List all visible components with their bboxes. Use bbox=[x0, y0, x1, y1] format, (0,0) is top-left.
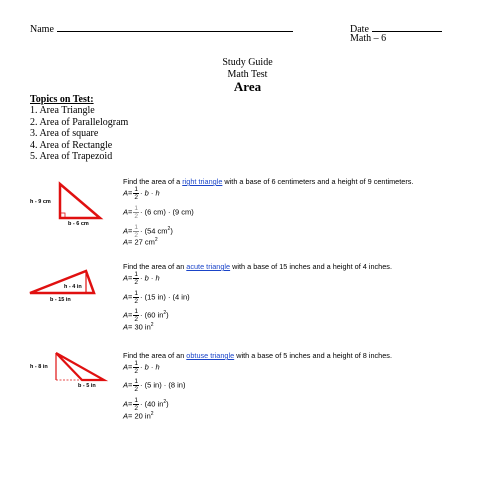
problem-2-answer: A= 30 $in^2$ bbox=[123, 322, 154, 332]
right-triangle-figure bbox=[28, 178, 118, 233]
base-label: b - 5 in bbox=[78, 383, 96, 389]
list-item: 2. Area of Parallelogram bbox=[30, 116, 129, 128]
problem-1-formula: A= $\frac{1}{2}$ · b · h bbox=[123, 186, 160, 201]
obtuse-triangle-link[interactable]: obtuse triangle bbox=[186, 351, 235, 360]
problem-1-step-2: A= $\frac{1}{2}$ · (6 cm) · (9 cm) bbox=[123, 205, 194, 220]
date-line bbox=[372, 22, 442, 32]
list-item: 4. Area of Rectangle bbox=[30, 139, 113, 151]
problem-2-formula: A= $\frac{1}{2}$ · b · h bbox=[123, 271, 160, 286]
base-label: b - 15 in bbox=[50, 297, 71, 303]
date-label: Date bbox=[350, 24, 369, 35]
height-label: h - 4 in bbox=[64, 284, 82, 290]
name-line bbox=[57, 22, 293, 32]
list-item: 3. Area of square bbox=[30, 128, 99, 139]
height-label: h - 8 in bbox=[30, 364, 48, 370]
acute-triangle-link[interactable]: acute triangle bbox=[186, 262, 231, 271]
topics-section bbox=[30, 94, 128, 163]
problem-3-step-2: A= $\frac{1}{2}$ · (5 in) · (8 in) bbox=[123, 378, 186, 393]
page-title: Area bbox=[233, 79, 262, 94]
name-label: Name bbox=[30, 24, 54, 35]
obtuse-triangle-figure bbox=[28, 350, 118, 395]
acute-triangle-shape bbox=[30, 271, 94, 293]
right-triangle-shape bbox=[60, 184, 100, 218]
base-label: b - 6 cm bbox=[68, 221, 89, 227]
obtuse-triangle-shape bbox=[56, 353, 104, 380]
title-line-1: Study Guide bbox=[222, 57, 273, 68]
topics-heading: Topics on Test: bbox=[30, 94, 94, 105]
problem-3-formula: A= $\frac{1}{2}$ · b · h bbox=[123, 360, 160, 375]
problem-3-prompt: Find the area of an obtuse triangle with a base of 5 inches and a height of 8 inches. bbox=[123, 351, 392, 360]
problem-1-answer: A= 27 $cm^2$ bbox=[123, 237, 158, 247]
problem-1-prompt: Find the area of a right triangle with a base of 6 centimeters and a height of 9 centimeters. bbox=[123, 177, 414, 186]
right-triangle-link[interactable]: right triangle bbox=[182, 177, 223, 186]
height-label: h - 9 cm bbox=[30, 199, 51, 205]
list-item: 5. Area of Trapezoid bbox=[30, 151, 113, 162]
name-field[interactable] bbox=[30, 22, 293, 35]
class-label: Math – 6 bbox=[350, 33, 387, 44]
problem-2-step-2: A= $\frac{1}{2}$ · (15 in) · (4 in) bbox=[123, 290, 190, 305]
list-item: 1. Area Triangle bbox=[30, 105, 95, 116]
problem-3-answer: A= 20 $in^2$ bbox=[123, 411, 154, 421]
problem-2-prompt: Find the area of an acute triangle with a base of 15 inches and a height of 4 inches. bbox=[123, 262, 392, 271]
acute-triangle-figure bbox=[28, 265, 118, 310]
topics-list bbox=[30, 105, 128, 163]
title-line-2: Math Test bbox=[227, 69, 268, 80]
problem-2-step-3: A= $\frac{1}{2}$ · (60 $in^2$) bbox=[123, 308, 169, 323]
problem-1-step-3: A= $\frac{1}{2}$ · (54 $cm^2$) bbox=[123, 224, 173, 239]
problem-3-step-3: A= $\frac{1}{2}$ · (40 $in^2$) bbox=[123, 397, 169, 412]
